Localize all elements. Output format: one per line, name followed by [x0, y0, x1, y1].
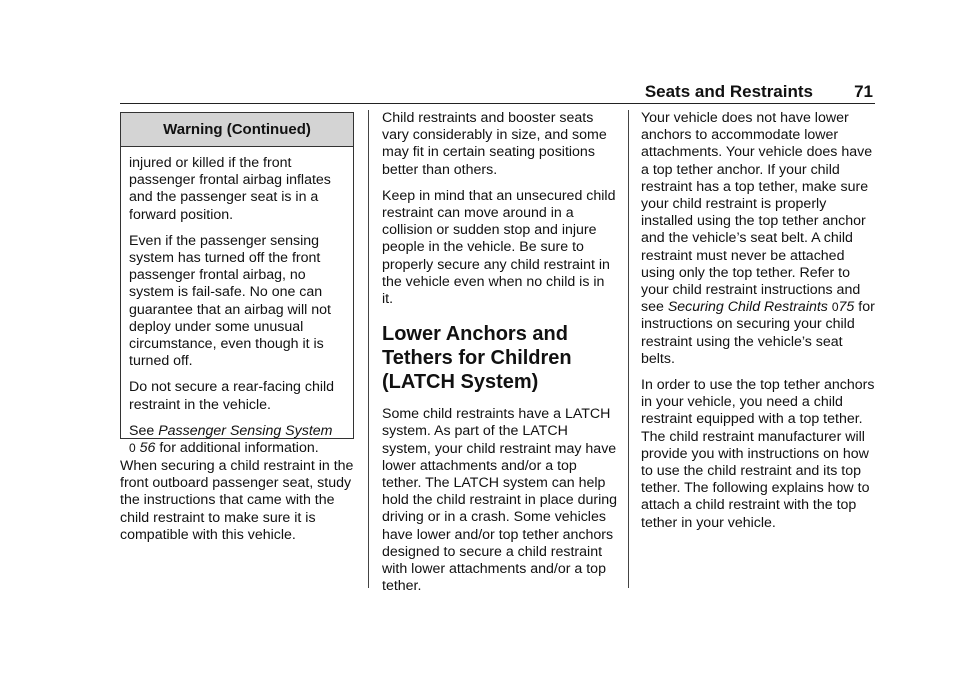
warning-title: Warning (Continued): [121, 113, 353, 147]
reference-arrow-icon: 0: [831, 300, 839, 315]
warning-paragraph: Do not secure a rear-facing child restraint in the vehicle.: [129, 379, 335, 413]
body-paragraph: Keep in mind that an unsecured child restraint can move around in a collision or sudden stop and injure people in the vehicle. Be sure to properly secure any child restraint in the vehicle even when no child is in it.: [382, 187, 616, 308]
warning-paragraph: injured or killed if the front passenger frontal airbag inflates and the passenger seat is in a forward position.: [129, 155, 331, 223]
column-3: [641, 110, 877, 541]
body-paragraph: When securing a child restraint in the front outboard passenger seat, study the instructions that came with the child restraint to make sure it is compatible with this vehicle.: [120, 458, 354, 543]
text-run: for instructions on securing your child restraint using the vehicle’s seat belts.: [641, 299, 875, 367]
body-paragraph: Child restraints and booster seats vary considerably in size, and some may fit in certain seating positions better than others.: [382, 110, 607, 178]
reference-page[interactable]: 75: [838, 299, 855, 316]
see-suffix: for additional information.: [155, 440, 319, 457]
text-run: Your vehicle does not have lower anchors to accommodate lower attachments. Your vehicle does have a top tether anchor. If your child restraint has a top tether, make sure your child restraint is properly installed using the top tether anchor and the vehicle’s seat belt. A child restraint must never be attached using only the top tether. Refer to your child restraint instructions and see: [641, 110, 873, 316]
body-paragraph: In order to use the top tether anchors in your vehicle, you need a child restraint equipped with a top tether. The child restraint manufacturer will provide you with instructions on how to use the child restraint and its top tether. The following explains how to attach a child restraint with the top tether in your vehicle.: [641, 377, 875, 531]
body-paragraph: Some child restraints have a LATCH system. As part of the LATCH system, your child restraint may have lower attachments and/or a top tether. The LATCH system can help hold the child restraint in place during driving or in a crash. Some vehicles have lower and/or top tether anchors designed to secure a child restraint with lower attachments and/or a top tether.: [382, 406, 618, 595]
warning-body: [121, 147, 353, 457]
header-rule: [120, 103, 875, 104]
warning-see-reference: [129, 423, 345, 457]
warning-paragraph: Even if the passenger sensing system has turned off the front passenger frontal airbag, no system is fail-safe. No one can guarantee that an airbag will not deploy under some unusual circumstance, even though it is turned off.: [129, 232, 331, 370]
column-2: [382, 110, 618, 604]
warning-box: [120, 112, 354, 457]
securing-child-restraints-link[interactable]: Securing Child Restraints: [667, 299, 828, 316]
page-header: [120, 82, 875, 104]
section-heading: Lower Anchors and Tethers for Children (LATCH System): [382, 323, 572, 394]
reference-arrow-icon: 0: [129, 441, 136, 456]
body-paragraph: [641, 110, 877, 368]
section-title-header: Seats and Restraints: [644, 82, 813, 101]
see-prefix: See: [129, 422, 159, 439]
column-divider: [628, 110, 629, 588]
reference-page[interactable]: 56: [139, 440, 156, 457]
page-number: 71: [854, 82, 873, 101]
passenger-sensing-link[interactable]: Passenger Sensing System: [158, 422, 333, 439]
column-divider: [368, 110, 369, 588]
column-1-text: [120, 458, 356, 553]
